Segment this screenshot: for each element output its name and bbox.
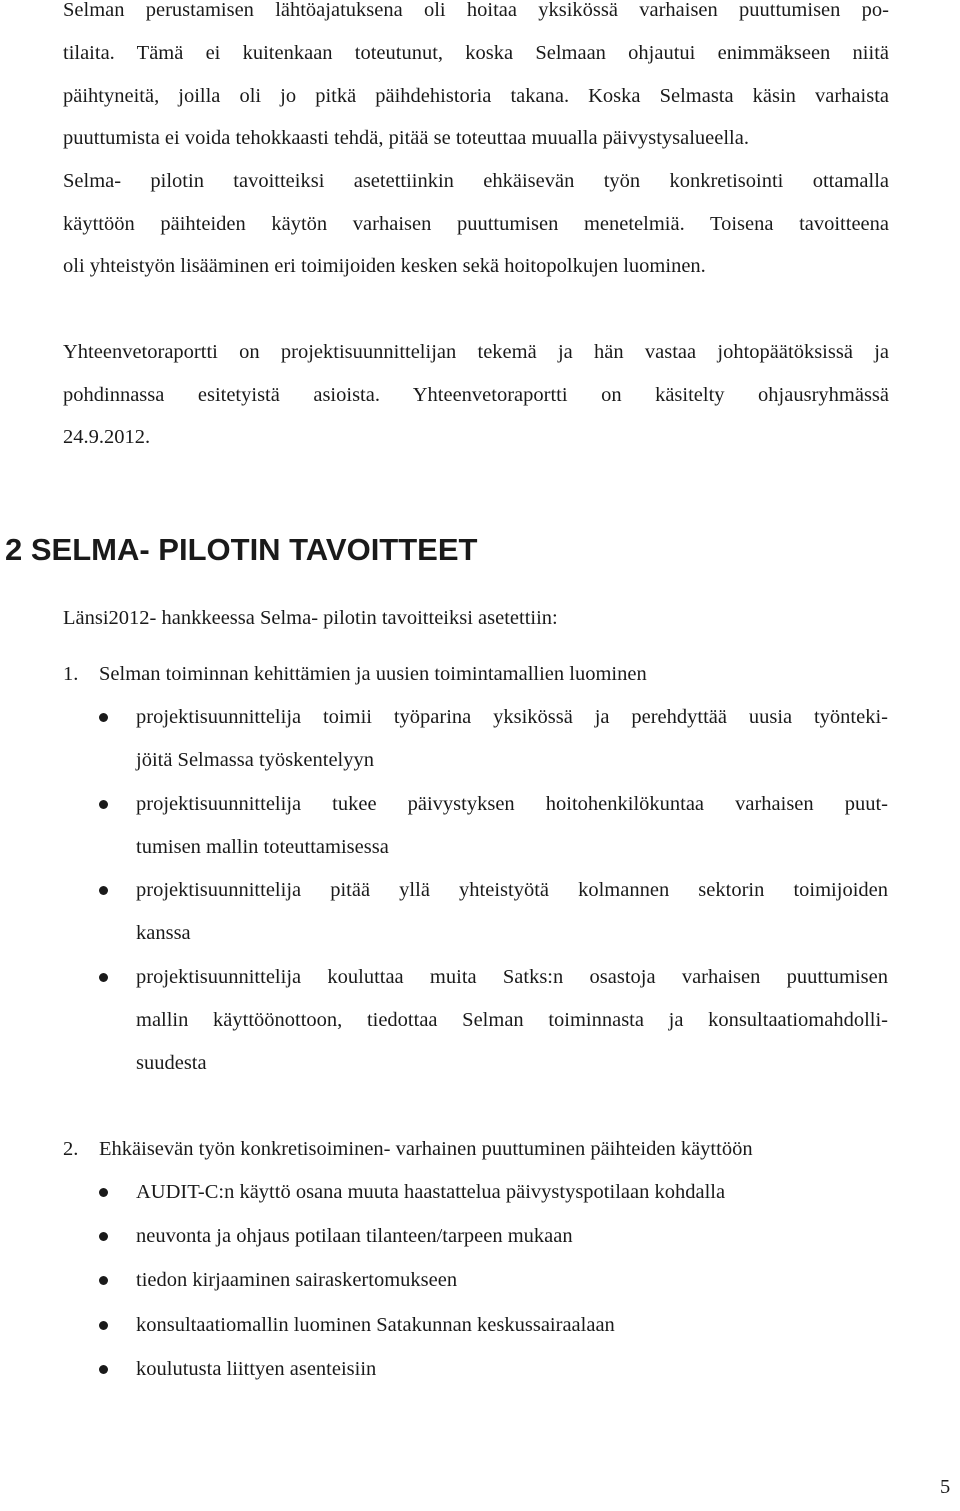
goal-title: Selman toiminnan kehittämien ja uusien toimintamallien luominen — [99, 663, 647, 685]
paragraph-line: Selman perustamisen lähtöajatuksena oli hoitaa yksikössä varhaisen puuttumisen po- — [63, 0, 889, 21]
paragraph-line: oli yhteistyön lisääminen eri toimijoiden kesken sekä hoitopolkujen luominen. — [63, 255, 706, 277]
paragraph-line: käyttöön päihteiden käytön varhaisen puuttumisen menetelmiä. Toisena tavoitteena — [63, 213, 889, 235]
bullet-text: tiedon kirjaaminen sairaskertomukseen — [136, 1269, 458, 1291]
bullet-icon — [99, 800, 108, 809]
section-heading: 2 SELMA- PILOTIN TAVOITTEET — [5, 532, 478, 567]
bullet-text: suudesta — [136, 1052, 207, 1074]
paragraph-line: Selma- pilotin tavoitteiksi asetettiinkin ehkäisevän työn konkretisointi ottamalla — [63, 170, 889, 192]
paragraph-line: 24.9.2012. — [63, 426, 151, 448]
bullet-text: koulutusta liittyen asenteisiin — [136, 1358, 377, 1380]
bullet-icon — [99, 886, 108, 895]
bullet-text: tumisen mallin toteuttamisessa — [136, 836, 389, 858]
bullet-icon — [99, 1321, 108, 1330]
bullet-text: projektisuunnittelija kouluttaa muita Satks:n osastoja varhaisen puuttumisen — [136, 966, 888, 988]
bullet-text: neuvonta ja ohjaus potilaan tilanteen/tarpeen mukaan — [136, 1225, 573, 1247]
paragraph-line: pohdinnassa esitetyistä asioista. Yhteenvetoraportti on käsitelty ohjausryhmässä — [63, 384, 889, 406]
bullet-icon — [99, 713, 108, 722]
bullet-icon — [99, 1188, 108, 1197]
bullet-icon — [99, 1276, 108, 1285]
bullet-text: projektisuunnittelija toimii työparina yksikössä ja perehdyttää uusia työnteki- — [136, 706, 888, 728]
goal-number: 2. — [63, 1138, 79, 1160]
goal-title: Ehkäisevän työn konkretisoiminen- varhainen puuttuminen päihteiden käyttöön — [99, 1138, 753, 1160]
bullet-text: konsultaatiomallin luominen Satakunnan keskussairaalaan — [136, 1314, 615, 1336]
bullet-icon — [99, 1365, 108, 1374]
bullet-text: jöitä Selmassa työskentelyyn — [136, 749, 374, 771]
page-number: 5 — [940, 1476, 951, 1498]
bullet-text: projektisuunnittelija pitää yllä yhteistyötä kolmannen sektorin toimijoiden — [136, 879, 888, 901]
paragraph-line: Yhteenvetoraportti on projektisuunnittelijan tekemä ja hän vastaa johtopäätöksissä ja — [63, 341, 889, 363]
paragraph-line: päihtyneitä, joilla oli jo pitkä päihdehistoria takana. Koska Selmasta käsin varhaista — [63, 85, 889, 107]
bullet-icon — [99, 1232, 108, 1241]
bullet-text: AUDIT-C:n käyttö osana muuta haastattelua päivystyspotilaan kohdalla — [136, 1181, 726, 1203]
paragraph-line: puuttumista ei voida tehokkaasti tehdä, pitää se toteuttaa muualla päivystysalueella. — [63, 127, 749, 149]
bullet-text: kanssa — [136, 922, 191, 944]
goal-number: 1. — [63, 663, 79, 685]
bullet-text: mallin käyttöönottoon, tiedottaa Selman toiminnasta ja konsultaatiomahdolli- — [136, 1009, 888, 1031]
section-intro: Länsi2012- hankkeessa Selma- pilotin tavoitteiksi asetettiin: — [63, 607, 558, 629]
bullet-icon — [99, 973, 108, 982]
paragraph-line: tilaita. Tämä ei kuitenkaan toteutunut, koska Selmaan ohjautui enimmäkseen niitä — [63, 42, 889, 64]
bullet-text: projektisuunnittelija tukee päivystyksen hoitohenkilökuntaa varhaisen puut- — [136, 793, 888, 815]
